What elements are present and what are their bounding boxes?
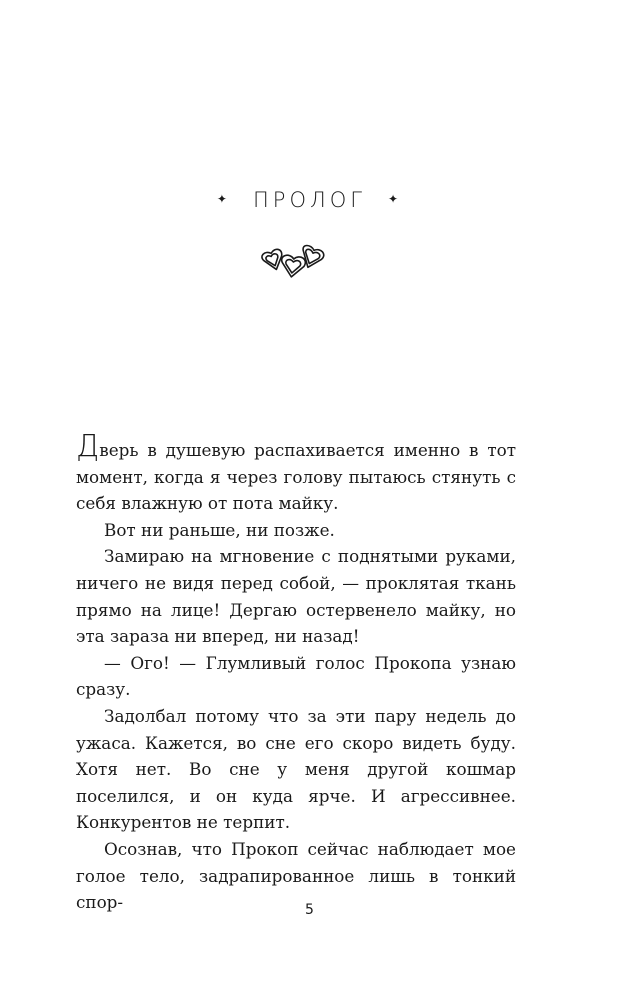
paragraph-2: Вот ни раньше, ни позже. xyxy=(104,519,335,540)
paragraph-4: — Ого! — Глумливый голос Прокопа узнаю сразу. xyxy=(76,652,516,700)
drop-cap: Д xyxy=(76,429,100,464)
paragraph-3: Замираю на мгновение с поднятыми руками, ничего не видя перед собой, — проклятая ткань прямо на лице! Дергаю остервенело майку, но эта зараза ни вперед, ни назад! xyxy=(76,546,516,647)
page-number: 5 xyxy=(305,902,314,918)
paragraph-1 xyxy=(76,429,516,517)
star-right-icon: ✦ xyxy=(388,192,403,206)
chapter-header xyxy=(0,188,619,212)
paragraph-6: Осознав, что Прокоп сейчас наблюдает мое голое тело, задрапированное лишь в тонкий спор- xyxy=(76,838,516,913)
interlinked-hearts-chain-icon xyxy=(258,244,334,288)
star-left-icon: ✦ xyxy=(216,192,231,206)
chapter-title: ПРОЛОГ xyxy=(252,188,366,212)
body-text xyxy=(76,429,516,916)
paragraph-5: Задолбал потому что за эти пару недель до ужаса. Кажется, во сне его скоро видеть буду. Хотя нет. Во сне у меня другой кошмар поселился, и он куда ярче. И агрессивнее. Конкурентов не терпит. xyxy=(76,705,516,833)
paragraph-1-text: верь в душевую распахивается именно в тот момент, когда я через голову пытаюсь стянуть с себя влажную от пота майку. xyxy=(76,440,516,514)
